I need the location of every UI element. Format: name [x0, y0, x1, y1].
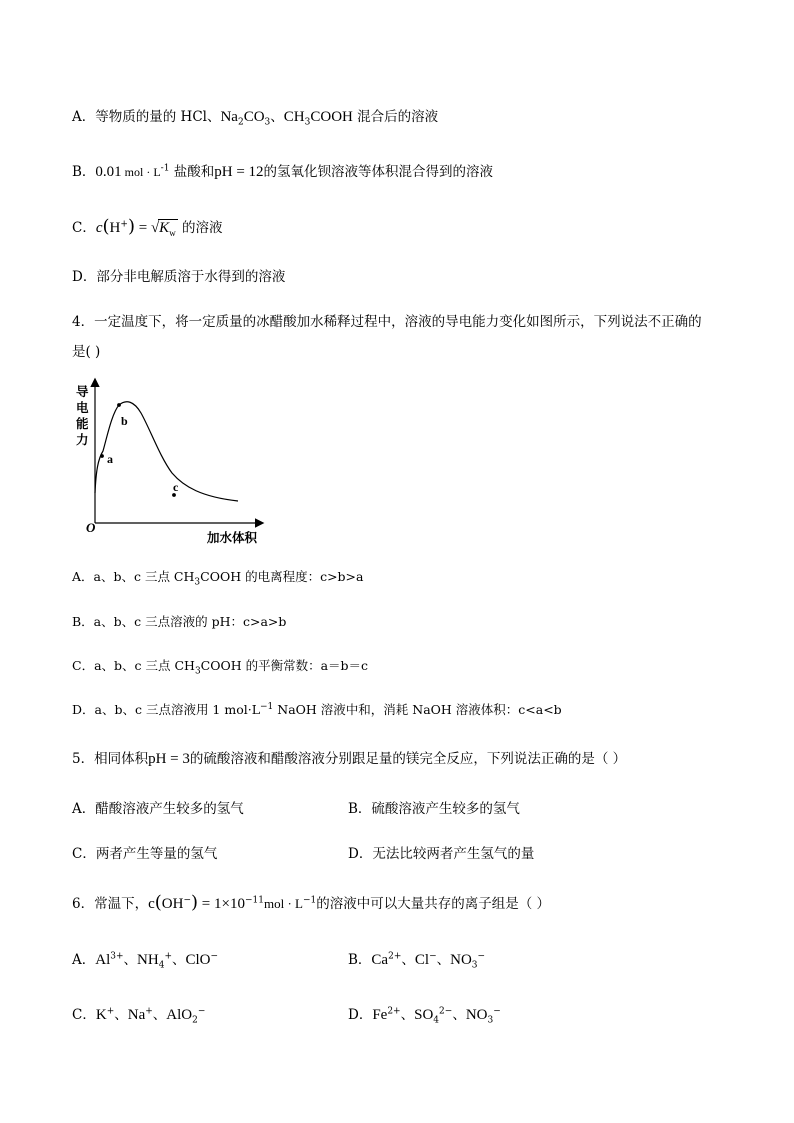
origin-label: O: [86, 520, 96, 535]
q5-option-c: C．两者产生等量的氢气: [72, 846, 218, 862]
q5-stem: 5．相同体积pH = 3的硫酸溶液和醋酸溶液分别跟足量的镁完全反应，下列说法正确的是（ ）: [72, 751, 627, 767]
x-axis-label: 加水体积: [207, 530, 258, 545]
y-axis-label-char: 能: [76, 416, 89, 431]
conductivity-chart: [70, 375, 270, 547]
conductivity-curve: [95, 402, 238, 501]
q5-option-a: A．醋酸溶液产生较多的氢气: [72, 801, 244, 817]
point-a-label: a: [107, 452, 113, 466]
q6-option-c: C．K+、Na+、AlO$_2$−: [72, 1006, 206, 1026]
q3-option-c: C．$c(H^+) = √K_w$ 的溶液: [72, 216, 223, 238]
point-b-label: b: [121, 414, 128, 428]
point-b: [117, 403, 121, 407]
y-axis-label-char: 电: [76, 400, 89, 415]
q4-option-a: A．a、b、c 三点 $CH_3COOH$ 的电离程度：c>b>a: [72, 569, 364, 588]
q4-stem-line2: 是( ): [72, 344, 101, 360]
q4-option-b: B．a、b、c 三点溶液的 pH：c>a>b: [72, 614, 287, 629]
point-c-label: c: [173, 480, 179, 494]
q3-option-b: B．0.01 mol · $L^{-1}$ 盐酸和pH = 12的氢氧化钡溶液等体积混合得到的溶液: [72, 163, 494, 180]
y-axis-label-char: 导: [76, 384, 89, 399]
q4-option-c: C．a、b、c 三点 $CH_3COOH$ 的平衡常数：a＝b＝c: [72, 658, 369, 677]
q3-option-a: A．等物质的量的 HCl、$Na_2CO_3$、$CH_3COOH$ 混合后的溶液: [72, 109, 439, 128]
q5-option-b: B．硫酸溶液产生较多的氢气: [348, 801, 520, 817]
q5-option-d: D．无法比较两者产生氢气的量: [348, 846, 535, 862]
q6-option-b: B．$Ca^{2+}$、Cl−、$NO_3^-$: [348, 951, 486, 971]
q6-option-a: A．$Al^{3+}$、$NH_4^+$、ClO−: [72, 951, 219, 971]
q4-stem-line1: 4．一定温度下，将一定质量的冰醋酸加水稀释过程中，溶液的导电能力变化如图所示，下列说法不正确的: [72, 314, 702, 330]
point-a: [100, 454, 104, 458]
q6-option-d: D．$Fe^{2+}$、$SO_4^{2-}$、$NO_3^-$: [348, 1006, 501, 1026]
q3-option-d: D．部分非电解质溶于水得到的溶液: [72, 269, 286, 285]
q6-stem: 6．常温下，$c(OH^-) = 1\times 10^{-11}mol \cdot L^{-1}$的溶液中可以大量共存的离子组是（ ）: [72, 892, 551, 913]
q4-option-d: D．a、b、c 三点溶液用 1 $mol\cdot L^{-1}$ NaOH 溶液中和，消耗 NaOH 溶液体积：c<a<b: [72, 701, 562, 717]
y-axis-label-char: 力: [76, 432, 89, 447]
